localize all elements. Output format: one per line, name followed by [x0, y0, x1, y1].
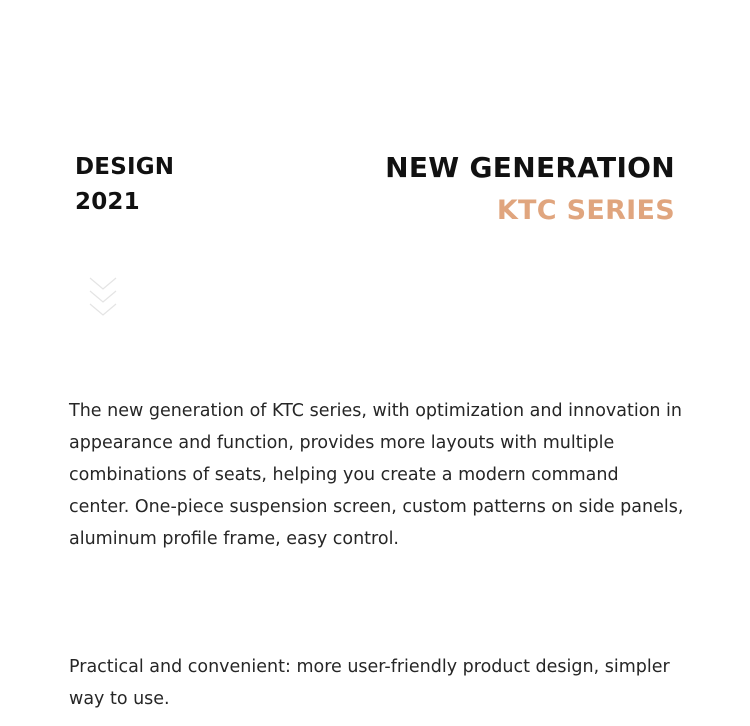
headline-subtitle: KTC SERIES [496, 195, 675, 226]
design-label-text: DESIGN [75, 154, 175, 180]
triple-chevron-down-icon [88, 275, 118, 319]
headline [385, 150, 675, 229]
design-year-label [75, 150, 174, 220]
description-paragraph: The new generation of KTC series, with optimization and innovation in appearance and function, provides more layouts with multiple combinations of seats, helping you create a modern command center. One-piece suspension screen, custom patterns on side panels, aluminum profile frame, easy control. [69, 401, 684, 549]
headline-title: NEW GENERATION [385, 151, 675, 184]
feature-paragraph: Practical and convenient: more user-friendly product design, simpler way to use. [69, 657, 670, 709]
design-year-text: 2021 [75, 189, 140, 215]
